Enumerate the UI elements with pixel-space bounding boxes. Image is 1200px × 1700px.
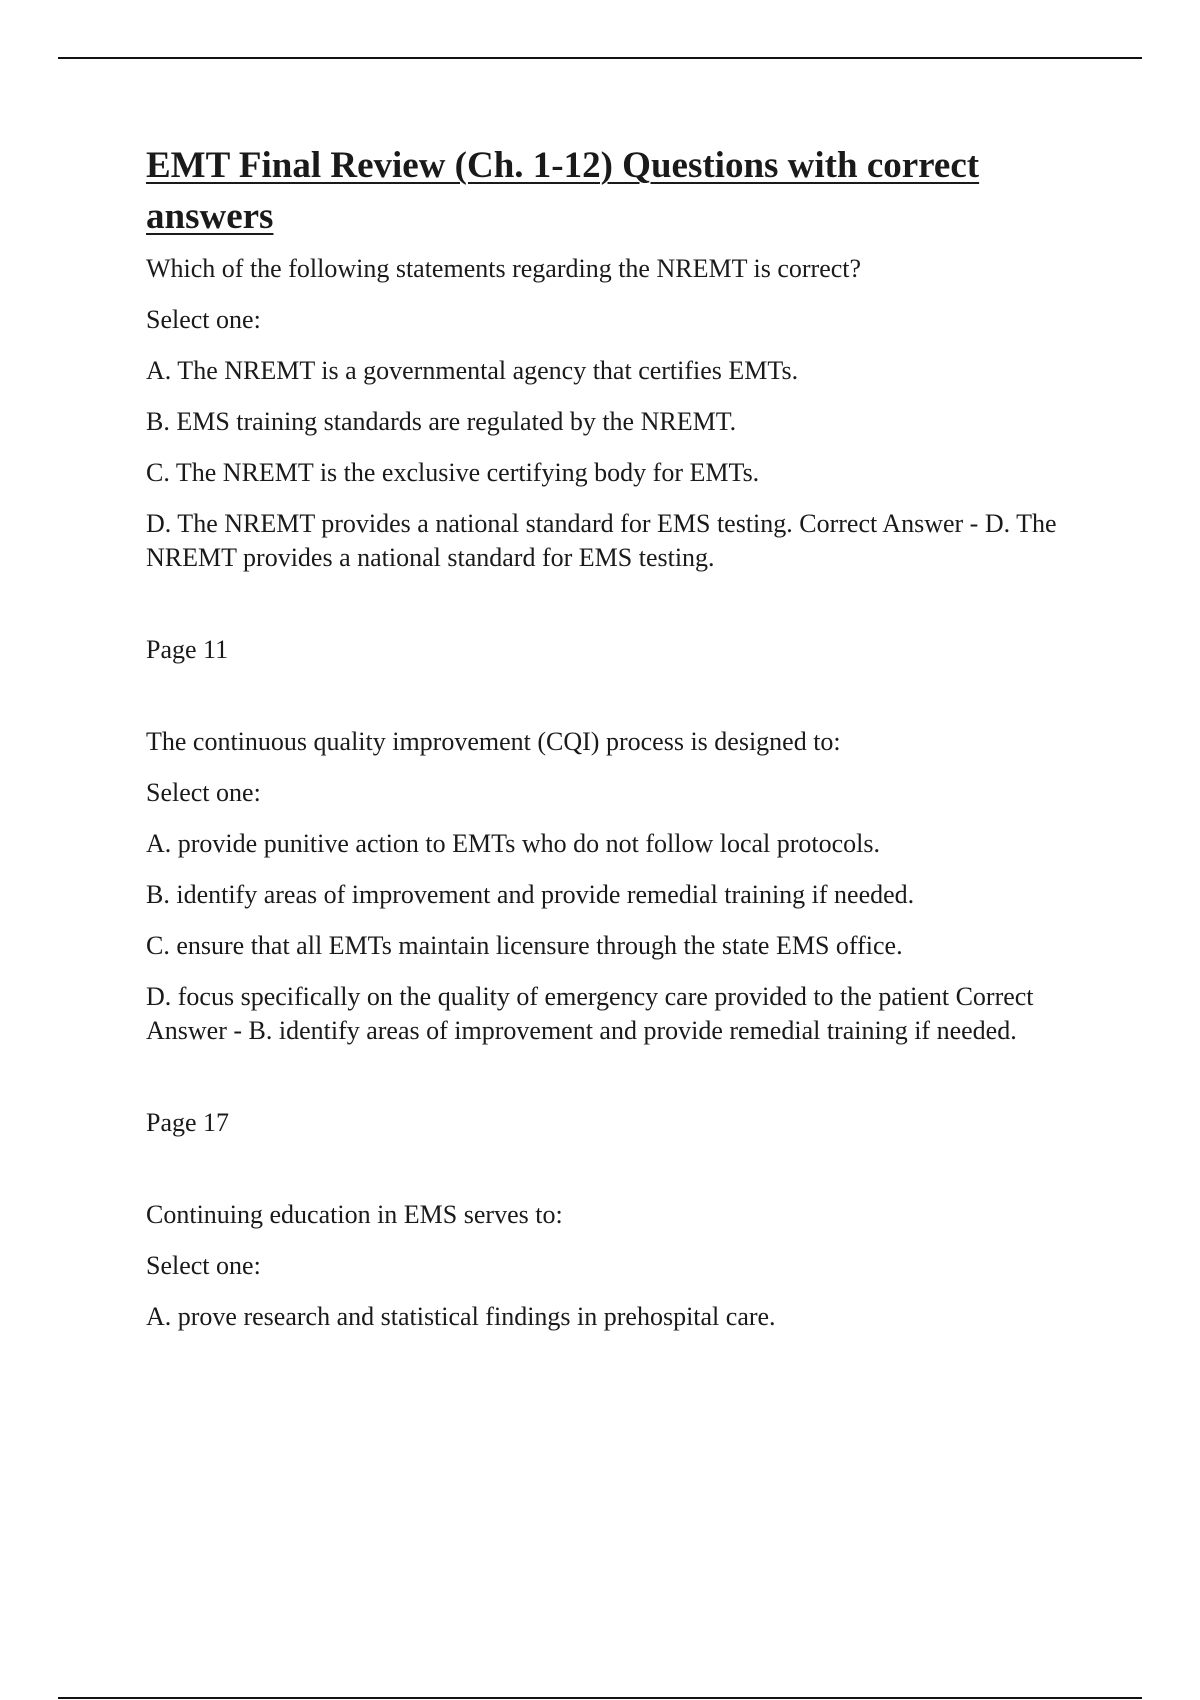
question-block — [146, 725, 1106, 1048]
document-body — [146, 140, 1106, 1351]
document-title: EMT Final Review (Ch. 1-12) Questions with correct answers — [146, 145, 980, 237]
option-a: A. provide punitive action to EMTs who do not follow local protocols. — [146, 829, 881, 858]
option-d-with-answer: D. focus specifically on the quality of emergency care provided to the patient Correct Answer - B. identify areas of improvement and provide remedial training if needed. — [146, 982, 1034, 1045]
select-prompt: Select one: — [146, 305, 261, 334]
option-c: C. The NREMT is the exclusive certifying body for EMTs. — [146, 458, 760, 487]
option-b: B. identify areas of improvement and provide remedial training if needed. — [146, 880, 915, 909]
question-text: The continuous quality improvement (CQI) process is designed to: — [146, 727, 841, 756]
select-prompt: Select one: — [146, 1251, 261, 1280]
question-block — [146, 252, 1106, 575]
select-prompt: Select one: — [146, 778, 261, 807]
page-reference: Page 11 — [146, 635, 229, 664]
option-c: C. ensure that all EMTs maintain licensure through the state EMS office. — [146, 931, 903, 960]
option-d-with-answer: D. The NREMT provides a national standard for EMS testing. Correct Answer - D. The NREMT provides a national standard for EMS testing. — [146, 509, 1057, 572]
question-text: Which of the following statements regarding the NREMT is correct? — [146, 254, 862, 283]
page-reference: Page 17 — [146, 1108, 230, 1137]
question-block — [146, 1198, 1106, 1334]
question-text: Continuing education in EMS serves to: — [146, 1200, 563, 1229]
top-divider — [58, 57, 1142, 59]
option-a: A. The NREMT is a governmental agency that certifies EMTs. — [146, 356, 799, 385]
bottom-divider — [58, 1697, 1142, 1699]
option-a: A. prove research and statistical findings in prehospital care. — [146, 1302, 776, 1331]
option-b: B. EMS training standards are regulated by the NREMT. — [146, 407, 737, 436]
